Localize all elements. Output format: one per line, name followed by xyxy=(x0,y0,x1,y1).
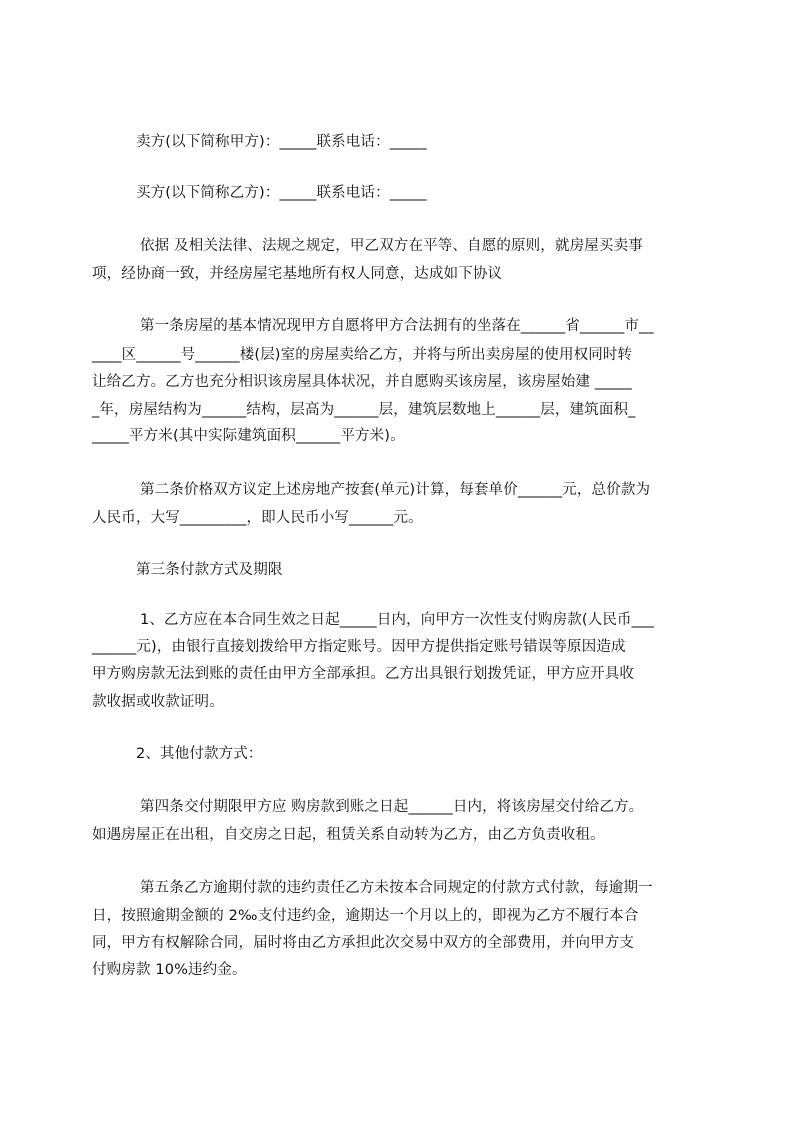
article-4-line-1: 第四条交付期限甲方应 购房款到账之日起______日内，将该房屋交付给乙方。 xyxy=(140,799,644,815)
article-1-line-3: 让给乙方。乙方也充分相识该房屋具体状况，并自愿购买该房屋，该房屋始建 _____ xyxy=(92,374,632,390)
article-5-line-2: 日，按照逾期金额的 2‰支付违约金，逾期达一个月以上的，即视为乙方不履行本合 xyxy=(92,908,639,924)
article-3-item-1-line-4: 款收据或收款证明。 xyxy=(92,694,224,710)
article-3-item-1-line-1: 1、乙方应在本合同生效之日起_____日内，向甲方一次性支付购房款(人民币___ xyxy=(140,612,654,628)
article-5-line-3: 同，甲方有权解除合同，届时将由乙方承担此次交易中双方的全部费用，并向甲方支 xyxy=(92,935,635,951)
article-5-line-4: 付购房款 10%违约金。 xyxy=(92,962,247,978)
article-3-item-1-line-2: ______元)，由银行直接划拨给甲方指定账号。因甲方提供指定账号错误等原因造成 xyxy=(92,639,626,655)
preamble-line-2: 项，经协商一致，并经房屋宅基地所有权人同意，达成如下协议 xyxy=(92,266,503,282)
article-1-line-4: _年，房屋结构为______结构，层高为______层，建筑层数地上______层，建筑面积_ xyxy=(92,402,636,418)
seller-line: 卖方(以下简称甲方)：_____联系电话：_____ xyxy=(136,134,427,150)
buyer-line: 买方(以下简称乙方)：_____联系电话：_____ xyxy=(136,185,427,201)
article-5-line-1: 第五条乙方逾期付款的违约责任乙方未按本合同规定的付款方式付款，每逾期一 xyxy=(140,880,653,896)
article-1-line-1: 第一条房屋的基本情况现甲方自愿将甲方合法拥有的坐落在______省______市__ xyxy=(140,318,654,334)
article-3-item-2: 2、其他付款方式： xyxy=(136,746,263,762)
article-3-title: 第三条付款方式及期限 xyxy=(136,562,283,578)
article-3-item-1-line-3: 甲方购房款无法到账的责任由甲方全部承担。乙方出具银行划拨凭证，甲方应开具收 xyxy=(92,666,635,682)
article-2-line-1: 第二条价格双方议定上述房地产按套(单元)计算，每套单价______元，总价款为 xyxy=(140,482,651,498)
article-4-line-2: 如遇房屋正在出租，自交房之日起，租赁关系自动转为乙方，由乙方负责收租。 xyxy=(92,827,605,843)
article-1-line-5: _____平方米(其中实际建筑面积______平方米)。 xyxy=(92,428,405,444)
article-1-line-2: ____区______号______楼(层)室的房屋卖给乙方，并将与所出卖房屋的使用权同时转 xyxy=(92,347,633,363)
preamble-line-1: 依据 及相关法律、法规之规定，甲乙双方在平等、自愿的原则，就房屋买卖事 xyxy=(140,238,643,254)
article-2-line-2: 人民币，大写_________，即人民币小写______元。 xyxy=(92,510,423,526)
